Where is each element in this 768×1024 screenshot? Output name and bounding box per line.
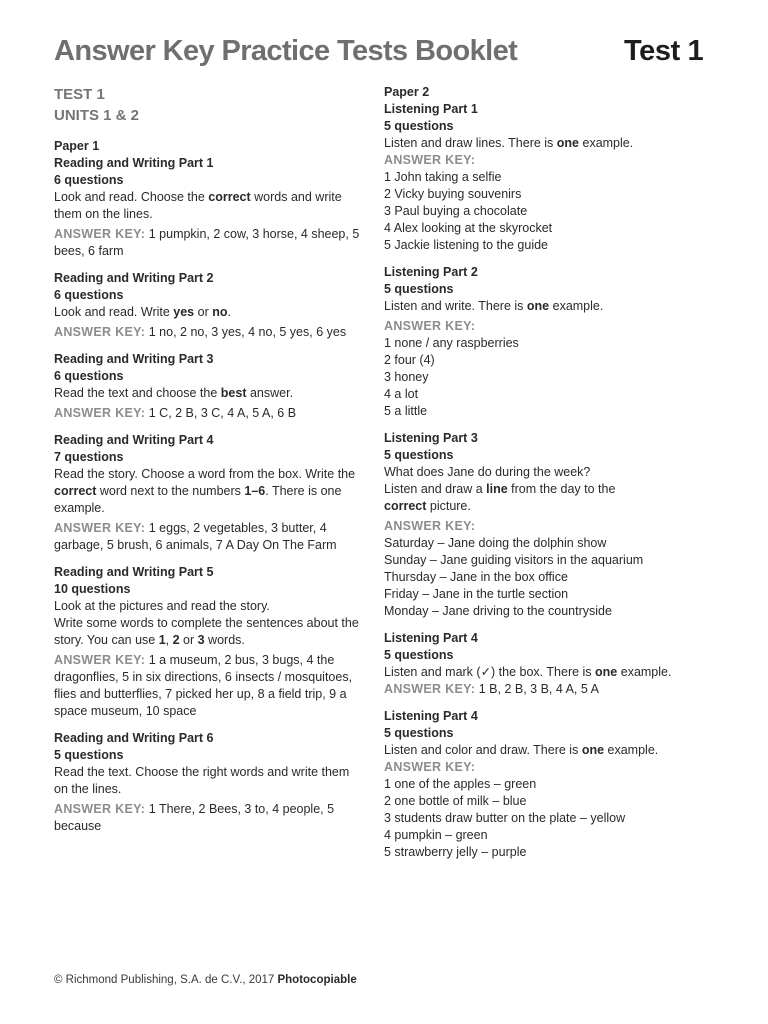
section-rw-part-6	[54, 730, 366, 835]
section-rw-part-5	[54, 564, 366, 720]
answer-key-label: ANSWER KEY:	[54, 406, 146, 420]
section-title: Reading and Writing Part 4	[54, 433, 214, 447]
answer-key-label: ANSWER KEY:	[384, 682, 476, 696]
section-rw-part-3	[54, 351, 366, 422]
answer-key-label: ANSWER KEY:	[54, 227, 146, 241]
question-count: 5 questions	[384, 282, 454, 296]
page-title: Answer Key Practice Tests Booklet	[54, 35, 518, 67]
answer-key-label: ANSWER KEY:	[54, 653, 146, 667]
instructions: Listen and write. There is one example.	[384, 299, 604, 313]
answer-item: 5 a little	[384, 404, 428, 418]
answer-item: 1 one of the apples – green	[384, 777, 537, 791]
question-count: 10 questions	[54, 582, 131, 596]
answer-item: Friday – Jane in the turtle section	[384, 587, 569, 601]
answer-key: ANSWER KEY: 1 pumpkin, 2 cow, 3 horse, 4 sheep, 5 bees, 6 farm	[54, 227, 360, 258]
test-number: Test 1	[624, 35, 704, 67]
left-column	[54, 84, 366, 845]
answer-key: ANSWER KEY: 1 a museum, 2 bus, 3 bugs, 4 the dragonflies, 5 in six directions, 6 insects / mosquitoes, flies and butterflies, 7 picked her up, 8 a field trip, 9 a space museum, 10 space	[54, 653, 353, 718]
answer-key: ANSWER KEY: 1 B, 2 B, 3 B, 4 A, 5 A	[384, 682, 599, 696]
paper-label: Paper 2	[384, 85, 430, 99]
instructions-line: Look at the pictures and read the story.	[54, 599, 270, 613]
section-title: Reading and Writing Part 6	[54, 731, 214, 745]
instructions: Listen and mark (✓) the box. There is one example.	[384, 665, 672, 679]
answer-item: 5 Jackie listening to the guide	[384, 238, 548, 252]
section-title: Reading and Writing Part 2	[54, 271, 214, 285]
section-title: Reading and Writing Part 1	[54, 156, 214, 170]
answer-item: 2 Vicky buying souvenirs	[384, 187, 522, 201]
section-rw-part-2	[54, 270, 366, 341]
answer-item: 3 honey	[384, 370, 429, 384]
answer-key-label: ANSWER KEY:	[384, 153, 476, 167]
section-title: Listening Part 1	[384, 102, 478, 116]
question-count: 6 questions	[54, 369, 124, 383]
answer-item: 3 Paul buying a chocolate	[384, 204, 528, 218]
section-title: Listening Part 4	[384, 631, 478, 645]
answer-key-label: ANSWER KEY:	[54, 802, 146, 816]
instructions-line: What does Jane do during the week?	[384, 465, 591, 479]
answer-key-label: ANSWER KEY:	[384, 519, 476, 533]
section-listening-part-2	[384, 264, 724, 420]
answer-item: 4 a lot	[384, 387, 419, 401]
section-listening-part-1	[384, 84, 724, 254]
answer-item: Saturday – Jane doing the dolphin show	[384, 536, 607, 550]
answer-key-label: ANSWER KEY:	[384, 760, 476, 774]
question-count: 7 questions	[54, 450, 124, 464]
answer-list	[384, 335, 724, 420]
answer-item: 4 Alex looking at the skyrocket	[384, 221, 553, 235]
instructions: Read the story. Choose a word from the box. Write the correct word next to the numbers 1–6. There is one example.	[54, 467, 356, 515]
question-count: 5 questions	[384, 448, 454, 462]
section-listening-part-3	[384, 430, 724, 620]
instructions: Listen and color and draw. There is one example.	[384, 743, 659, 757]
answer-list	[384, 535, 724, 620]
answer-item: 2 one bottle of milk – blue	[384, 794, 527, 808]
question-count: 5 questions	[54, 748, 124, 762]
section-rw-part-4	[54, 432, 366, 554]
answer-key-label: ANSWER KEY:	[384, 319, 476, 333]
answer-key-label: ANSWER KEY:	[54, 521, 146, 535]
question-count: 5 questions	[384, 726, 454, 740]
instructions: Look and read. Write yes or no.	[54, 305, 231, 319]
instructions: Look and read. Choose the correct words and write them on the lines.	[54, 190, 342, 221]
instructions: Read the text and choose the best answer.	[54, 386, 294, 400]
section-listening-part-4b	[384, 708, 724, 861]
right-column	[384, 84, 724, 871]
answer-item: 1 John taking a selfie	[384, 170, 502, 184]
question-count: 5 questions	[384, 119, 454, 133]
answer-key: ANSWER KEY: 1 no, 2 no, 3 yes, 4 no, 5 yes, 6 yes	[54, 325, 347, 339]
copyright-text: © Richmond Publishing, S.A. de C.V., 2017	[54, 974, 278, 986]
answer-key-label: ANSWER KEY:	[54, 325, 146, 339]
answer-item: Thursday – Jane in the box office	[384, 570, 568, 584]
paper-label: Paper 1	[54, 139, 100, 153]
footer	[54, 974, 357, 986]
section-rw-part-1	[54, 138, 366, 260]
answer-item: 3 students draw butter on the plate – yellow	[384, 811, 626, 825]
test-label: TEST 1	[54, 86, 105, 103]
section-title: Listening Part 3	[384, 431, 478, 445]
question-count: 6 questions	[54, 288, 124, 302]
section-title: Reading and Writing Part 5	[54, 565, 214, 579]
answer-key: ANSWER KEY: 1 C, 2 B, 3 C, 4 A, 5 A, 6 B	[54, 406, 297, 420]
answer-item: 4 pumpkin – green	[384, 828, 488, 842]
section-listening-part-4a	[384, 630, 724, 698]
section-title: Reading and Writing Part 3	[54, 352, 214, 366]
section-title: Listening Part 4	[384, 709, 478, 723]
units-label: UNITS 1 & 2	[54, 107, 140, 124]
question-count: 6 questions	[54, 173, 124, 187]
answer-item: 2 four (4)	[384, 353, 435, 367]
instructions: Listen and draw a line from the day to the correct picture.	[384, 482, 616, 513]
answer-list	[384, 776, 724, 861]
photocopiable-label: Photocopiable	[277, 974, 357, 986]
instructions: Read the text. Choose the right words and write them on the lines.	[54, 765, 350, 796]
section-title: Listening Part 2	[384, 265, 478, 279]
answer-key: ANSWER KEY: 1 eggs, 2 vegetables, 3 butter, 4 garbage, 5 brush, 6 animals, 7 A Day On The Farm	[54, 521, 337, 552]
answer-item: Monday – Jane driving to the countryside	[384, 604, 612, 618]
instructions: Write some words to complete the sentences about the story. You can use 1, 2 or 3 words.	[54, 616, 359, 647]
answer-item: 1 none / any raspberries	[384, 336, 519, 350]
answer-list	[384, 169, 724, 254]
answer-item: 5 strawberry jelly – purple	[384, 845, 527, 859]
answer-item: Sunday – Jane guiding visitors in the aquarium	[384, 553, 644, 567]
answer-key: ANSWER KEY: 1 There, 2 Bees, 3 to, 4 people, 5 because	[54, 802, 335, 833]
question-count: 5 questions	[384, 648, 454, 662]
instructions: Listen and draw lines. There is one example.	[384, 136, 634, 150]
